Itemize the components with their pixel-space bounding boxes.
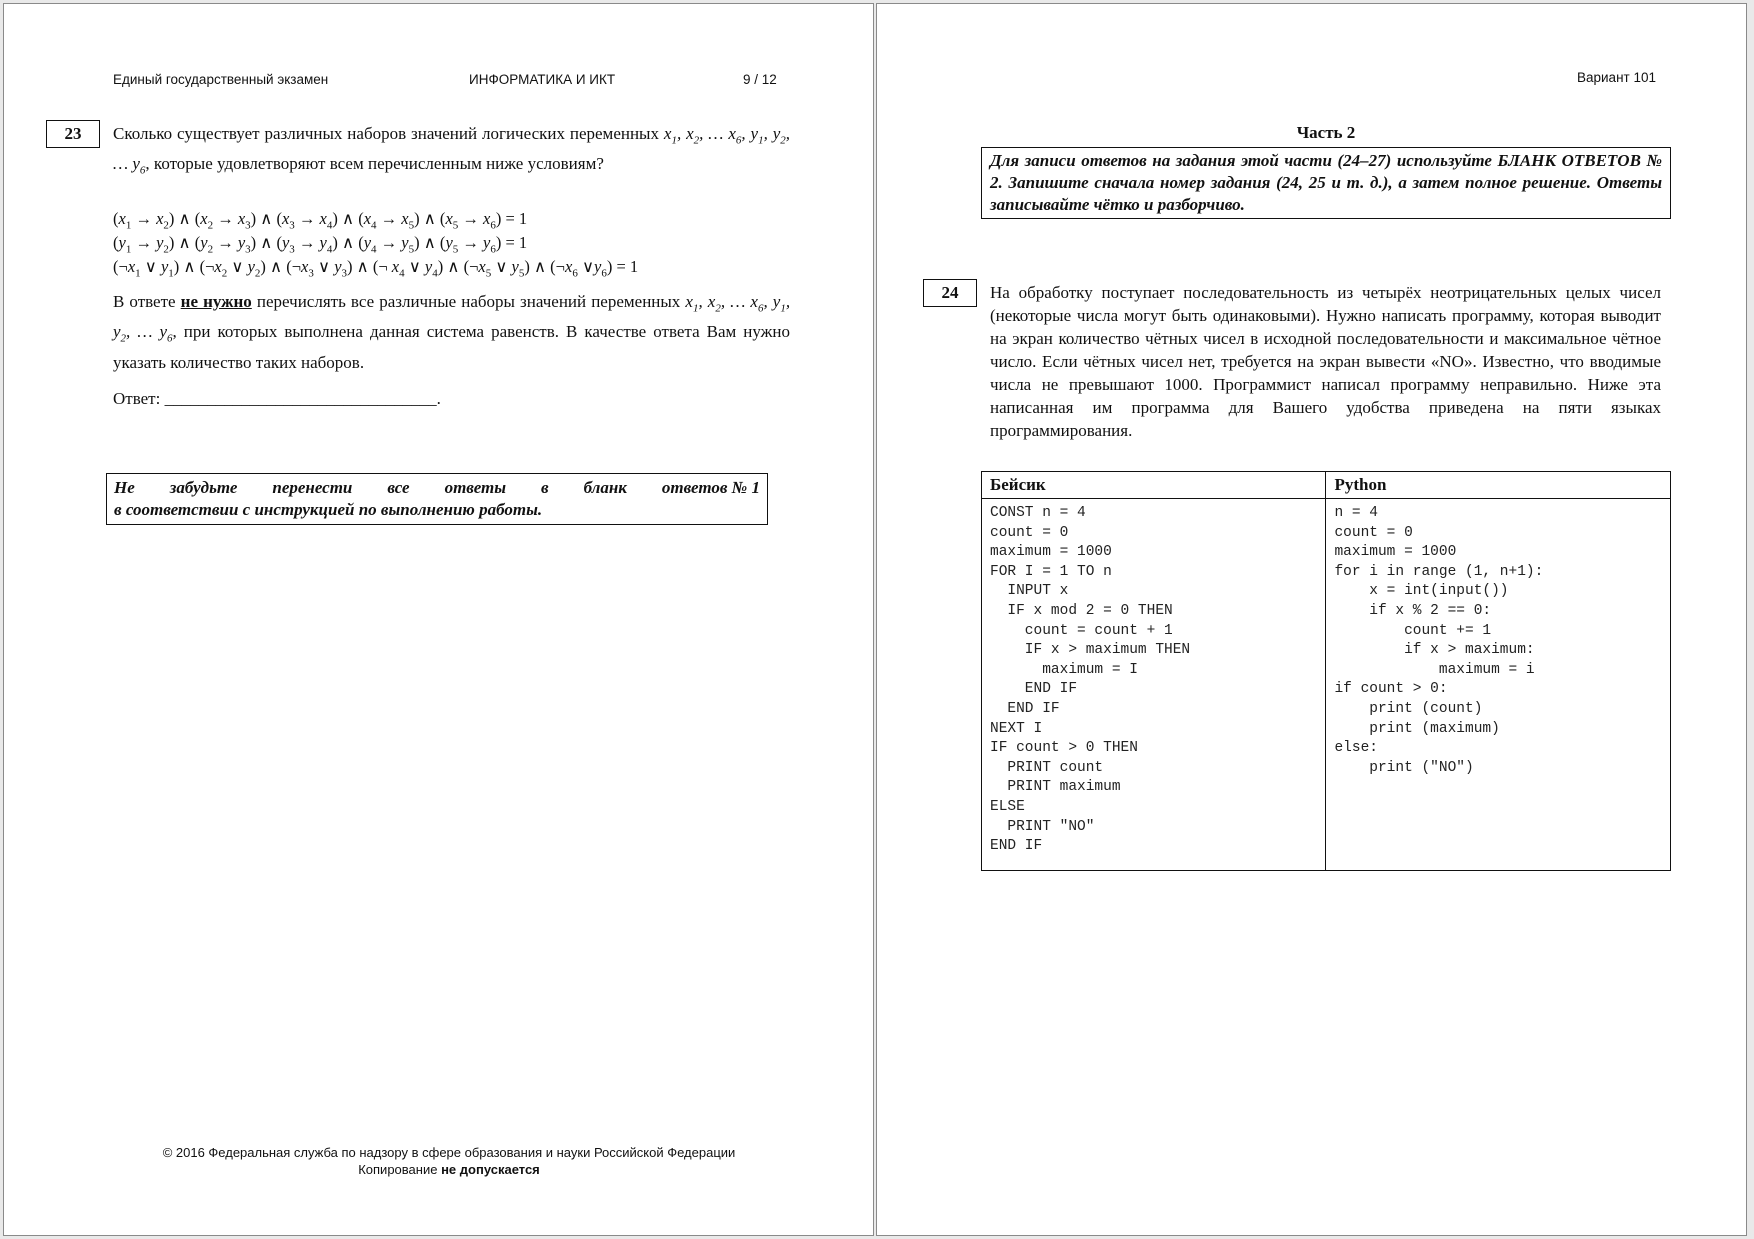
notice-line-1: Не забудьте перенести все ответы в бланк ответов № 1 [114, 478, 760, 497]
footer-not-allowed: не допускается [441, 1162, 540, 1177]
basic-cell [982, 499, 1326, 871]
code-table [981, 471, 1671, 871]
col-header-python: Python [1326, 472, 1671, 499]
python-cell [1326, 499, 1671, 871]
equation-2: $(y_1 \to y_2)$ ∧ $(y_2 \to y_3)$ ∧ $(y_3 \to y_4)$ ∧ $(y_4 \to y_5)$ ∧ $(y_5 \to y_6) = 1$ [113, 233, 528, 256]
footer-copyright: © 2016 Федеральная служба по надзору в сфере образования и науки Российской Федерации [162, 1145, 736, 1160]
left-page [3, 3, 874, 1236]
answer-label: Ответ: [113, 389, 161, 408]
task-23-instruction: В ответе не нужно перечислять все различные наборы значений переменных $x_1$, $x_2$, … $x_6$, $y_1$, $y_2$, … $y_6$, при которых выполнена данная система равенств. В качестве ответа Вам нужно указать количество таких наборов. [113, 292, 791, 372]
task-23-question: Сколько существует различных наборов значений логических переменных $x_1$, $x_2$, … $x_6$, $y_1$, $y_2$, … $y_6$, которые удовлетворяют всем перечисленным ниже условиям? [113, 124, 791, 177]
variant-label: Вариант 101 [1577, 70, 1656, 85]
part-2-instructions: Для записи ответов на задания этой части (24–27) используйте БЛАНК ОТВЕТОВ № 2. Запишите сначала номер задания (24, 25 и т. д.), а затем полное решение. Ответы записывайте чётко и разборчиво. [981, 147, 1671, 219]
python-code: n = 4 count = 0 maximum = 1000 for i in range (1, n+1): x = int(input()) if x % 2 == 0: count += 1 if x > maximum: maximum = i if count > 0: print (count) print (maximum) else: print ("NO") [1334, 505, 1544, 776]
basic-code: CONST n = 4 count = 0 maximum = 1000 FOR I = 1 TO n INPUT x IF x mod 2 = 0 THEN count = count + 1 IF x > maximum THEN maximum = I END IF END IF NEXT I IF count > 0 THEN PRINT count PRINT maximum ELSE PRINT "NO" END IF [990, 505, 1191, 855]
var-list-x: $x_1$, $x_2$, … $x_6$, $y_1$, $y_2$, … $y_6$ [113, 124, 791, 177]
answer-blank[interactable]: ________________________________. [164, 389, 441, 408]
task-24-number: 24 [923, 279, 977, 307]
transfer-answers-notice [106, 473, 768, 525]
part-title: Часть 2 [1296, 123, 1356, 142]
footer-copy: Копирование [358, 1162, 438, 1177]
col-header-basic: Бейсик [982, 472, 1326, 499]
header-exam-name: Единый государственный экзамен [113, 72, 329, 87]
answer-line [113, 387, 441, 410]
equation-3: ($\neg x_1$ ∨ $y_1$) ∧ ($\neg x_2$ ∨ $y_2$) ∧ ($\neg x_3$ ∨ $y_3$) ∧ (¬ $x_4$ ∨ $y_4$) ∧ ($\neg x_5$ ∨ $y_5$) ∧ ($\neg x_6$ $\vee y_6) = 1$ [113, 257, 639, 280]
task-24-text: На обработку поступает последовательность из четырёх неотрицательных целых чисел (некоторые числа могут быть одинаковыми). Нужно написать программу, которая выводит на экран количество чётных чисел в исходной последовательности и максимальное чётное число. Если чётных чисел нет, требуется на экран вывести «NO». Известно, что вводимые числа не превышают 1000. Программист написал программу неправильно. Ниже эта написанная им программа для Вашего удобства приведена на пяти языках программирования. [990, 283, 1661, 440]
right-page [876, 3, 1747, 1236]
equation-1: $(x_1 \to x_2)$ ∧ $(x_2 \to x_3)$ ∧ $(x_3 \to x_4)$ ∧ $(x_4 \to x_5)$ ∧ $(x_5 \to x_6) = 1$ [113, 209, 528, 232]
footer [124, 1144, 774, 1178]
header-subject: ИНФОРМАТИКА И ИКТ [469, 72, 616, 87]
header-page-number: 9 / 12 [743, 72, 777, 87]
task-23-number: 23 [46, 120, 100, 148]
notice-line-2: в соответствии с инструкцией по выполнению работы. [114, 500, 543, 519]
